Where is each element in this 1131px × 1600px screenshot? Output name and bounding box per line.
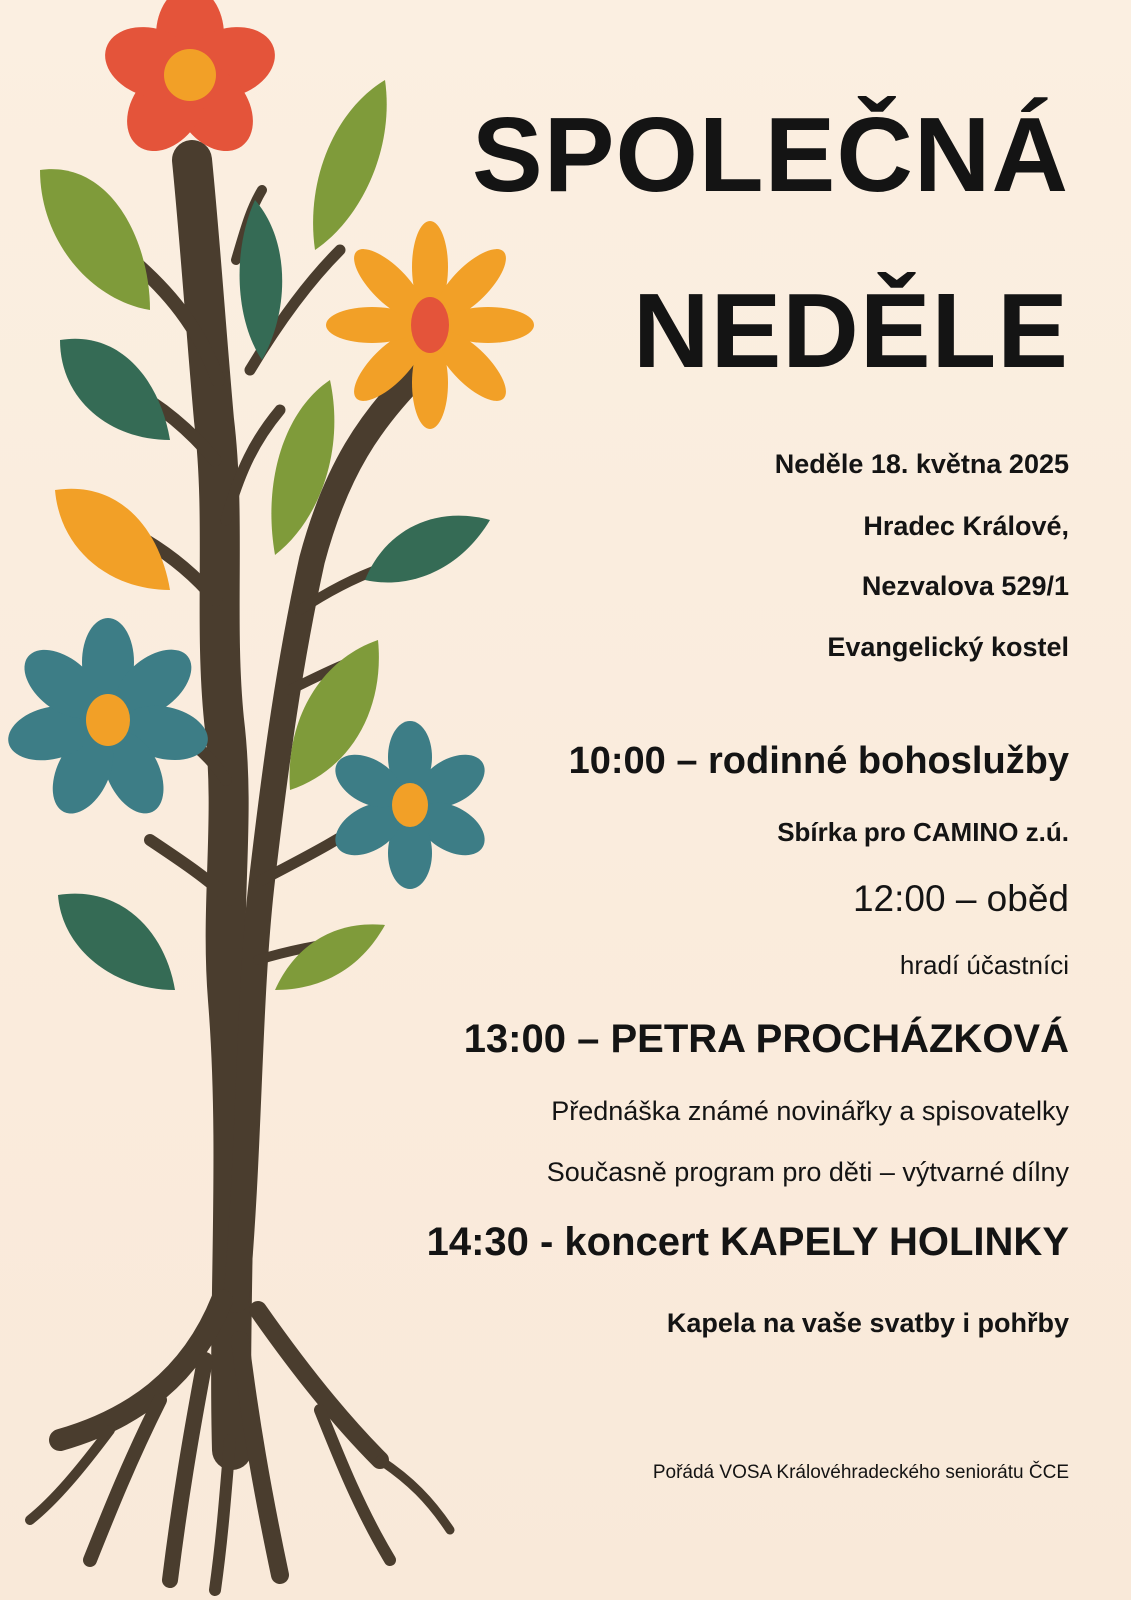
event-city: Hradec Králové,	[863, 511, 1069, 541]
tree-with-flowers-icon	[0, 0, 540, 1600]
event-date: Neděle 18. května 2025	[774, 449, 1069, 479]
program-item-worship: 10:00 – rodinné bohoslužby	[568, 740, 1069, 782]
orange-flower-icon	[326, 221, 534, 429]
program-item-lecture-note: Přednáška známé novinářky a spisovatelky	[551, 1096, 1069, 1126]
program-item-worship-note: Sbírka pro CAMINO z.ú.	[777, 817, 1069, 847]
event-street: Nezvalova 529/1	[861, 571, 1069, 601]
program-item-lunch-note: hradí účastníci	[899, 950, 1069, 980]
program-item-lecture: 13:00 – PETRA PROCHÁZKOVÁ	[463, 1017, 1069, 1061]
program-item-concert-note: Kapela na vaše svatby i pohřby	[666, 1308, 1069, 1338]
blue-flower-icon	[3, 618, 213, 823]
event-venue: Evangelický kostel	[827, 632, 1069, 662]
program-item-kids-note: Současně program pro děti – výtvarné dílny	[546, 1157, 1069, 1187]
organizer-footer: Pořádá VOSA Královéhradeckého seniorátu ČCE	[652, 1462, 1069, 1483]
blue-flower-small-icon	[326, 721, 493, 889]
program-item-lunch: 12:00 – oběd	[852, 878, 1069, 919]
page-title-second-line: NEDĚLE	[633, 272, 1069, 390]
program-item-concert: 14:30 - koncert KAPELY HOLINKY	[426, 1220, 1069, 1264]
page-title: SPOLEČNÁ	[472, 96, 1069, 214]
